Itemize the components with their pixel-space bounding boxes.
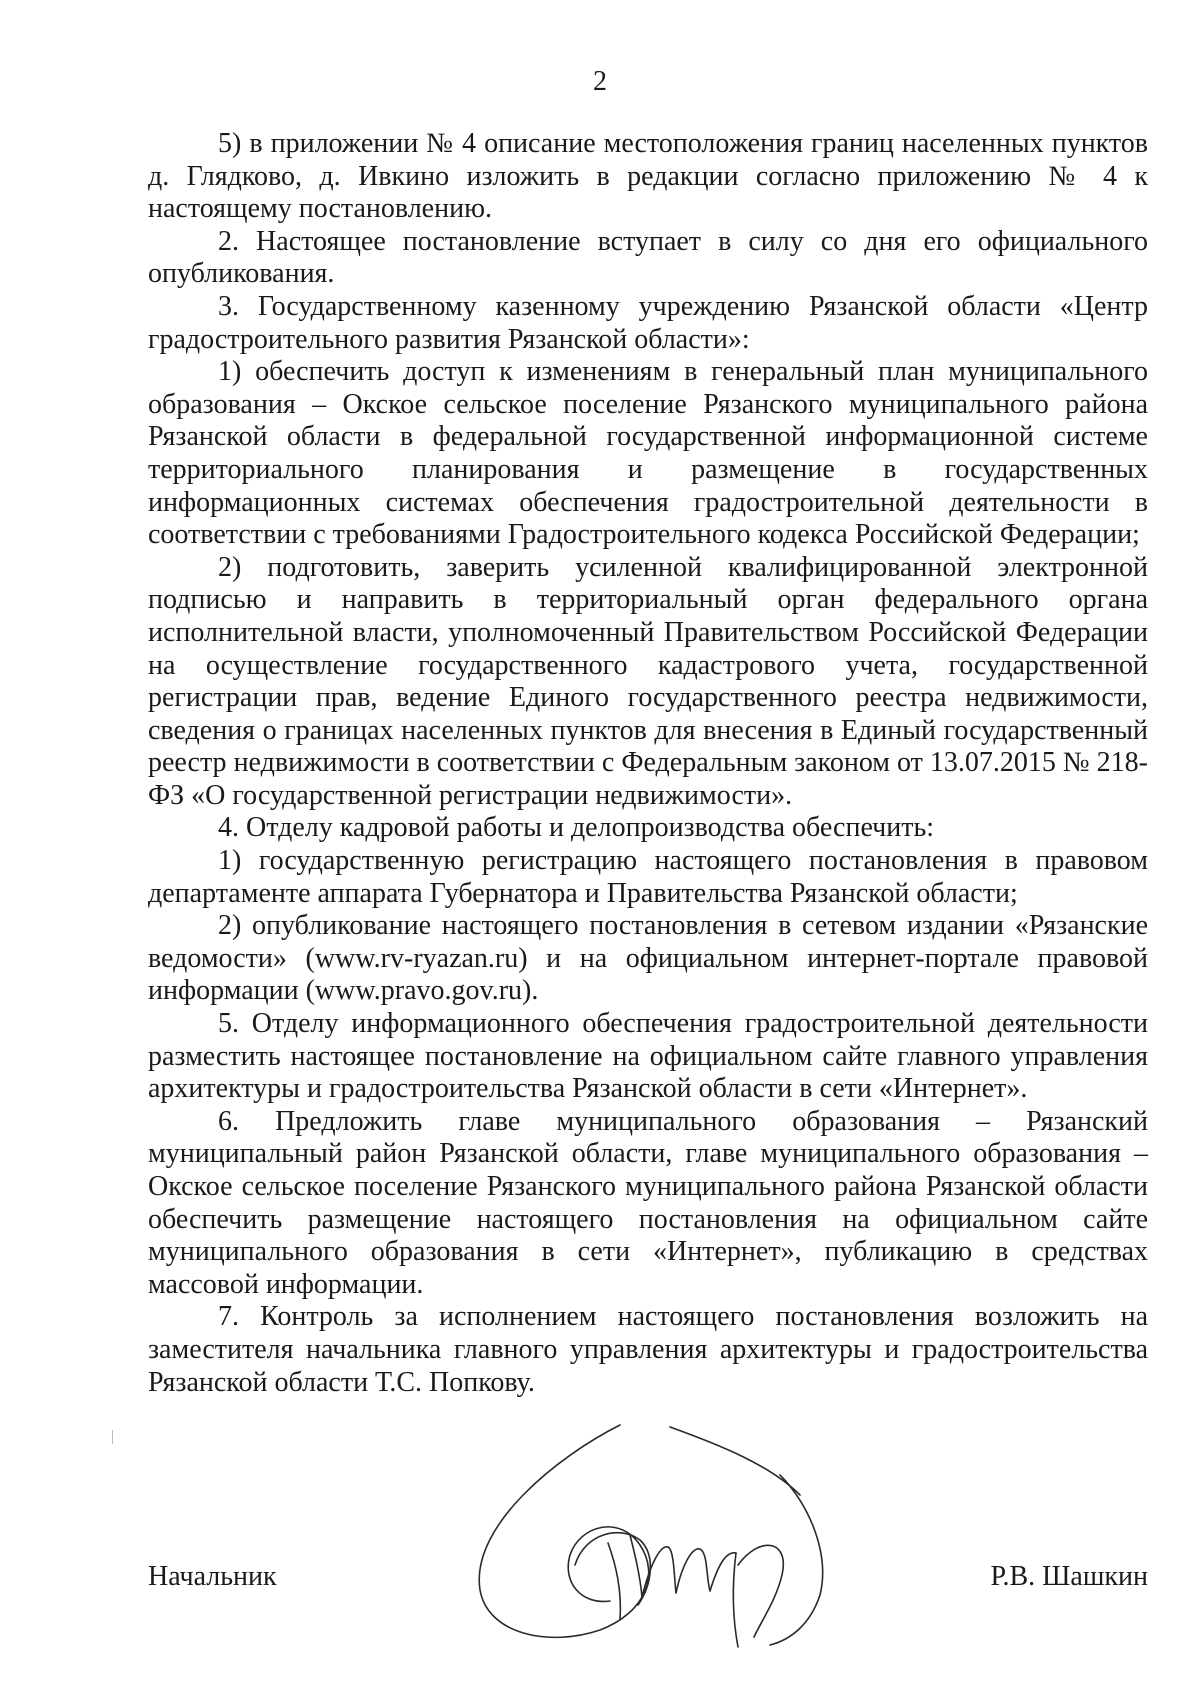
paragraph-3-institution: 3. Государственному казенному учреждению Рязанской области «Центр градостроительного развития Рязанской области»: <box>148 290 1148 355</box>
paragraph-2-effective-date: 2. Настоящее постановление вступает в силу со дня его официального опубликования. <box>148 225 1148 290</box>
paragraph-4-2-publication: 2) опубликование настоящего постановления в сетевом издании «Рязанские ведомости» (www.rv-ryazan.ru) и на официальном интернет-портале правовой информации (www.pravo.gov.ru). <box>148 910 1148 1007</box>
signatory-name: Р.В. Шашкин <box>990 1561 1148 1592</box>
paragraph-4-1-registration: 1) государственную регистрацию настоящего постановления в правовом департаменте аппарата Губернатора и Правительства Рязанской области; <box>148 845 1148 909</box>
page-number: 2 <box>593 66 607 97</box>
document-body <box>148 128 1148 1399</box>
paragraph-6-municipal-heads: 6. Предложить главе муниципального образования – Рязанский муниципальный район Рязанской области, главе муниципального образования – Окское сельское поселение Рязанского муниципального района Рязанской области обеспечить размещение настоящего постановления на официальном сайте муниципального образования в сети «Интернет», публикацию в средствах массовой информации. <box>148 1105 1148 1300</box>
margin-mark <box>112 1430 125 1444</box>
paragraph-4-hr-department: 4. Отделу кадровой работы и делопроизводства обеспечить: <box>218 812 935 844</box>
signature-row <box>148 1545 1148 1605</box>
paragraph-3-1-access: 1) обеспечить доступ к изменениям в генеральный план муниципального образования – Окское сельское поселение Рязанского муниципального района Рязанской области в федеральной государственной информационной системе территориального планирования и размещение в государственных информационных системах обеспечения градостроительной деятельности в соответствии с требованиями Градостроительного кодекса Российской Федерации; <box>148 356 1148 551</box>
paragraph-7-control: 7. Контроль за исполнением настоящего постановления возложить на заместителя начальника главного управления архитектуры и градостроительства Рязанской области Т.С. Попкову. <box>148 1301 1148 1398</box>
paragraph-5-appendix-4: 5) в приложении № 4 описание местоположения границ населенных пунктов д. Глядково, д. Ивкино изложить в редакции согласно приложению № 4 к настоящему постановлению. <box>148 128 1148 225</box>
paragraph-5-it-department: 5. Отделу информационного обеспечения градостроительной деятельности разместить настоящее постановление на официальном сайте главного управления архитектуры и градостроительства Рязанской области в сети «Интернет». <box>148 1008 1148 1105</box>
paragraph-3-2-registry: 2) подготовить, заверить усиленной квалифицированной электронной подписью и направить в территориальный орган федерального органа исполнительной власти, уполномоченный Правительством Российской Федерации на осуществление государственного кадастрового учета, государственной регистрации прав, ведение Единого государственного реестра недвижимости, сведения о границах населенных пунктов для внесения в Единый государственный реестр недвижимости в соответствии с Федеральным законом от 13.07.2015 № 218-ФЗ «О государственной регистрации недвижимости». <box>148 551 1148 811</box>
handwritten-signature-icon <box>470 1415 890 1655</box>
signatory-title: Начальник <box>148 1561 277 1592</box>
